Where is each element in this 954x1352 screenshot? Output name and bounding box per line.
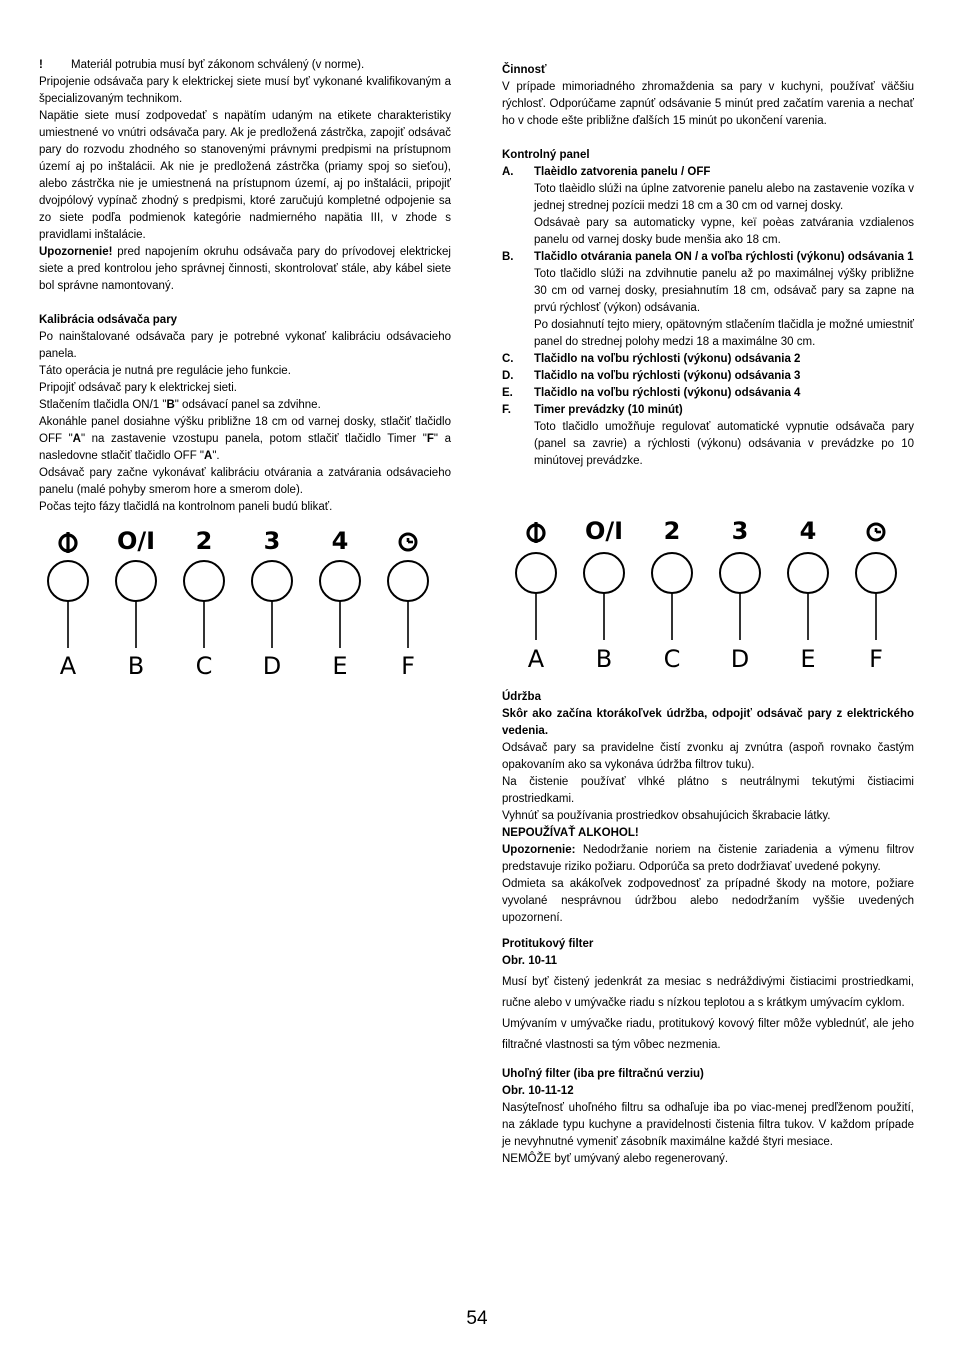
paragraph: Toto tlačidlo slúži na zdvihnutie panelu až po maximálnej výšky približne 30 cm od varnej dosky, presiahnutím 18 cm, odsávač pary sa zapne na prvú rýchlosť (výkon) odsávania. — [534, 268, 914, 314]
panel-button-b — [584, 517, 624, 673]
list-item-d: D. Tlačidlo na voľbu rýchlosti (výkonu) odsávania 3 — [502, 370, 801, 382]
button-circle — [720, 553, 760, 593]
paragraph: Toto tlaèidlo slúži na úplne zatvorenie panelu alebo na zastavenie vozíka v jednej strednej pozícii medzi 18 cm a 30 cm od varnej dosky. — [534, 183, 914, 212]
paragraph: NEMÔŽE byť umývaný alebo regenerovaný. — [502, 1153, 729, 1165]
paragraph: V prípade mimoriadného zhromaždenia sa pary v kuchyni, používať väčšiu rýchlosť. Odporúčame zapnúť odsávanie 5 minút pred začatím varenia a nechať ho v chode ešte približne ďalších 15 minút po ukončení varenia. — [502, 81, 914, 127]
button-circle — [788, 553, 828, 593]
paragraph: Odsávač pary sa pravidelne čistí zvonku aj zvnútra (aspoň rovnako častým opakovaním ako sa vykonáva údržba filtrov tuku). — [502, 742, 914, 771]
panel-button-d — [720, 517, 760, 673]
panel-button-a — [516, 522, 556, 673]
warning-paragraph: Upozornenie: Nedodržanie noriem na čistenie zariadenia a výmenu filtrov predstavuje riziko požiaru. Odporúča sa preto dodržiavať uvedené pokyny. — [502, 844, 914, 873]
button-symbol: 3 — [263, 527, 281, 555]
button-symbol: O/I — [584, 517, 624, 545]
control-panel-diagram — [38, 522, 438, 682]
right-column — [502, 62, 914, 470]
left-column — [39, 57, 451, 516]
paragraph: Nasýteľnosť uhoľného filtru sa odhaľuje iba po viac-menej predľženom použití, na základe typu kuchyne a pravidelnosti čistenia filtra tukov. V každom prípade je nevyhnutné vymeniť zásobník maximálne každé štyri mesiace. — [502, 1102, 914, 1148]
paragraph: Pripojenie odsávača pary k elektrickej siete musí byť vykonané kvalifikovaným a špecializovaným technikom. — [39, 76, 451, 105]
control-panel-heading: Kontrolný panel — [502, 149, 590, 161]
button-letter: A — [527, 645, 545, 673]
button-letter: F — [401, 652, 415, 680]
warning-line: ! Materiál potrubia musí byť zákonom schválený (v norme). — [39, 57, 451, 74]
list-item-e: E. Tlačidlo na voľbu rýchlosti (výkonu) odsávania 4 — [502, 387, 801, 399]
list-item-f: F. Timer prevádzky (10 minút) — [502, 404, 683, 416]
panel-button-a — [48, 532, 88, 680]
paragraph: Akonáhle panel dosiahne výšku približne 18 cm od varnej dosky, stlačiť tlačidlo OFF "A" na zastavenie vzostupu panela, potom stlačiť tlačidlo Timer "F" a nasledovne stlačiť tlačidlo OFF "A". — [39, 416, 451, 462]
list-item-b: B. Tlačidlo otvárania panela ON / a voľba rýchlosti (výkonu) odsávania 1 — [502, 251, 914, 263]
list-item-a: A. Tlaèidlo zatvorenia panelu / OFF — [502, 166, 711, 178]
panel-button-c — [184, 527, 224, 680]
panel-button-f — [856, 524, 896, 673]
calibration-heading: Kalibrácia odsávača pary — [39, 314, 178, 326]
button-symbol: 2 — [663, 517, 681, 545]
paragraph: Odsávač pary začne vykonávať kalibráciu otvárania a zatvárania odsávacieho panelu (malé pohyby smerom hore a smerom dole). — [39, 467, 451, 496]
control-panel-diagram — [506, 510, 906, 675]
svg-text:⏻: ⏻ — [68, 649, 69, 650]
svg-text:⏲: ⏲ — [408, 649, 409, 650]
button-letter: F — [869, 645, 883, 673]
maintenance-heading: Údržba — [502, 691, 541, 703]
button-circle — [388, 561, 428, 601]
maintenance-warning: Skôr ako začína ktorákoľvek údržba, odpojiť odsávač pary z elektrického vedenia. — [502, 708, 914, 737]
paragraph: Na čistenie používať vlhké plátno s neutrálnymi tekutými čistiacimi prostriedkami. — [502, 776, 914, 805]
warning-paragraph: Upozornenie! pred napojením okruhu odsávača pary do prívodovej elektrickej siete a pred kontrolou jeho správnej činnosti, skontrolovať stále, aby kábel siete bol správne namontovaný. — [39, 246, 451, 292]
page-number: 54 — [466, 1308, 488, 1329]
button-letter: E — [800, 645, 816, 673]
list-item-c: C. Tlačidlo na voľbu rýchlosti (výkonu) odsávania 2 — [502, 353, 801, 365]
carbon-filter-heading: Uhoľný filter (iba pre filtračnú verziu) — [502, 1068, 704, 1080]
paragraph: Vyhnúť sa používania prostriedkov obsahujúcich škrabacie látky. — [502, 810, 831, 822]
button-circle — [184, 561, 224, 601]
button-letter: C — [195, 652, 213, 680]
figure-ref: Obr. 10-11 — [502, 955, 557, 967]
button-symbol: 4 — [331, 527, 349, 555]
button-circle — [856, 553, 896, 593]
button-circle — [116, 561, 156, 601]
paragraph: Po nainštalované odsávača pary je potrebné vykonať kalibráciu odsávacieho panela. — [39, 331, 451, 360]
button-letter: E — [332, 652, 348, 680]
button-circle — [48, 561, 88, 601]
panel-button-f — [388, 534, 428, 680]
button-circle — [252, 561, 292, 601]
button-letter: A — [59, 652, 77, 680]
panel-button-e — [788, 517, 828, 673]
button-letter: B — [127, 652, 145, 680]
paragraph: Po dosiahnutí tejto miery, opätovným stlačením tlačidla je možné umiestniť panel do strednej polohy medzi 18 a maximálne 30 cm. — [534, 319, 914, 348]
button-letter: D — [262, 652, 282, 680]
button-circle — [516, 553, 556, 593]
warning-mark: ! — [39, 59, 43, 71]
figure-ref: Obr. 10-11-12 — [502, 1085, 574, 1097]
button-letter: D — [730, 645, 750, 673]
paragraph: Pripojiť odsávač pary k elektrickej sieti. — [39, 382, 237, 394]
panel-button-e — [320, 527, 360, 680]
paragraph: Toto tlačidlo umožňuje regulovať automatické vypnutie odsávača pary (panel sa zavrie) a rýchlosti (výkonu) odsávania v prevádzke po 10 minútovej prevádzke. — [534, 421, 914, 467]
paragraph: Odmieta sa akákoľvek zodpovednosť za prípadné škody na motore, požiare vyvolané nesprávnou údržbou alebo nedodržaním vyššie uvedených upozornení. — [502, 878, 914, 924]
no-alcohol-note: NEPOUŽÍVAŤ ALKOHOL! — [502, 827, 639, 839]
paragraph: Počas tejto fázy tlačidlá na kontrolnom paneli budú blikať. — [39, 501, 333, 513]
button-circle — [320, 561, 360, 601]
panel-button-c — [652, 517, 692, 673]
button-letter: B — [595, 645, 613, 673]
paragraph: Umývaním v umývačke riadu, protitukový kovový filter môže vyblednúť, ale jeho filtračné vlastnosti sa tým vôbec nezmenia. — [502, 1018, 914, 1051]
paragraph: Musí byť čistený jedenkrát za mesiac s nedráždivými čistiacimi prostriedkami, ručne alebo v umývačke riadu s nízkou teplotou a s krátkym umývacím cyklom. — [502, 976, 914, 1009]
button-symbol: 3 — [731, 517, 749, 545]
panel-button-b — [116, 527, 156, 680]
paragraph: Stlačením tlačidla ON/1 "B" odsávací panel sa zdvihne. — [39, 399, 321, 411]
paragraph: Napätie siete musí zodpovedať s napätím udaným na etikete charakteristiky umiestnené vo vnútri odsávača pary. Ak je predložená zástrčka, zapojiť odsávač pary do rozvodu zhodného so stanovenými právnymi predpismi na prístupnom území aj po inštalácii. Ak nie je predložená zástrčka (priamy spoj so sieťou), alebo zástrčka nie je umiestnená na prístupnom území, aj po inštalácii, pripojiť dvojpólový vypínač zhodný s predpismi, ktoré zaručujú kompletné odpojenie sa zo siete podľa podmienok kategórie nadmierného napätia III, v zhode s pravidlami inštalácie. — [39, 110, 451, 241]
panel-button-d — [252, 527, 292, 680]
paragraph: Odsávaè pary sa automaticky vypne, keï poèas zatvárania vzdialenos panelu od varnej dosky bude menšia ako 18 cm. — [534, 217, 914, 246]
paragraph: Táto operácia je nutná pre regulácie jeho funkcie. — [39, 365, 291, 377]
operation-heading: Činnosť — [502, 64, 547, 76]
right-column-lower — [502, 689, 914, 1168]
button-symbol: O/I — [116, 527, 156, 555]
button-letter: C — [663, 645, 681, 673]
warning-label: Upozornenie! — [39, 246, 113, 258]
button-symbol: 4 — [799, 517, 817, 545]
grease-filter-heading: Protitukový filter — [502, 938, 594, 950]
button-symbol: 2 — [195, 527, 213, 555]
button-circle — [652, 553, 692, 593]
button-circle — [584, 553, 624, 593]
